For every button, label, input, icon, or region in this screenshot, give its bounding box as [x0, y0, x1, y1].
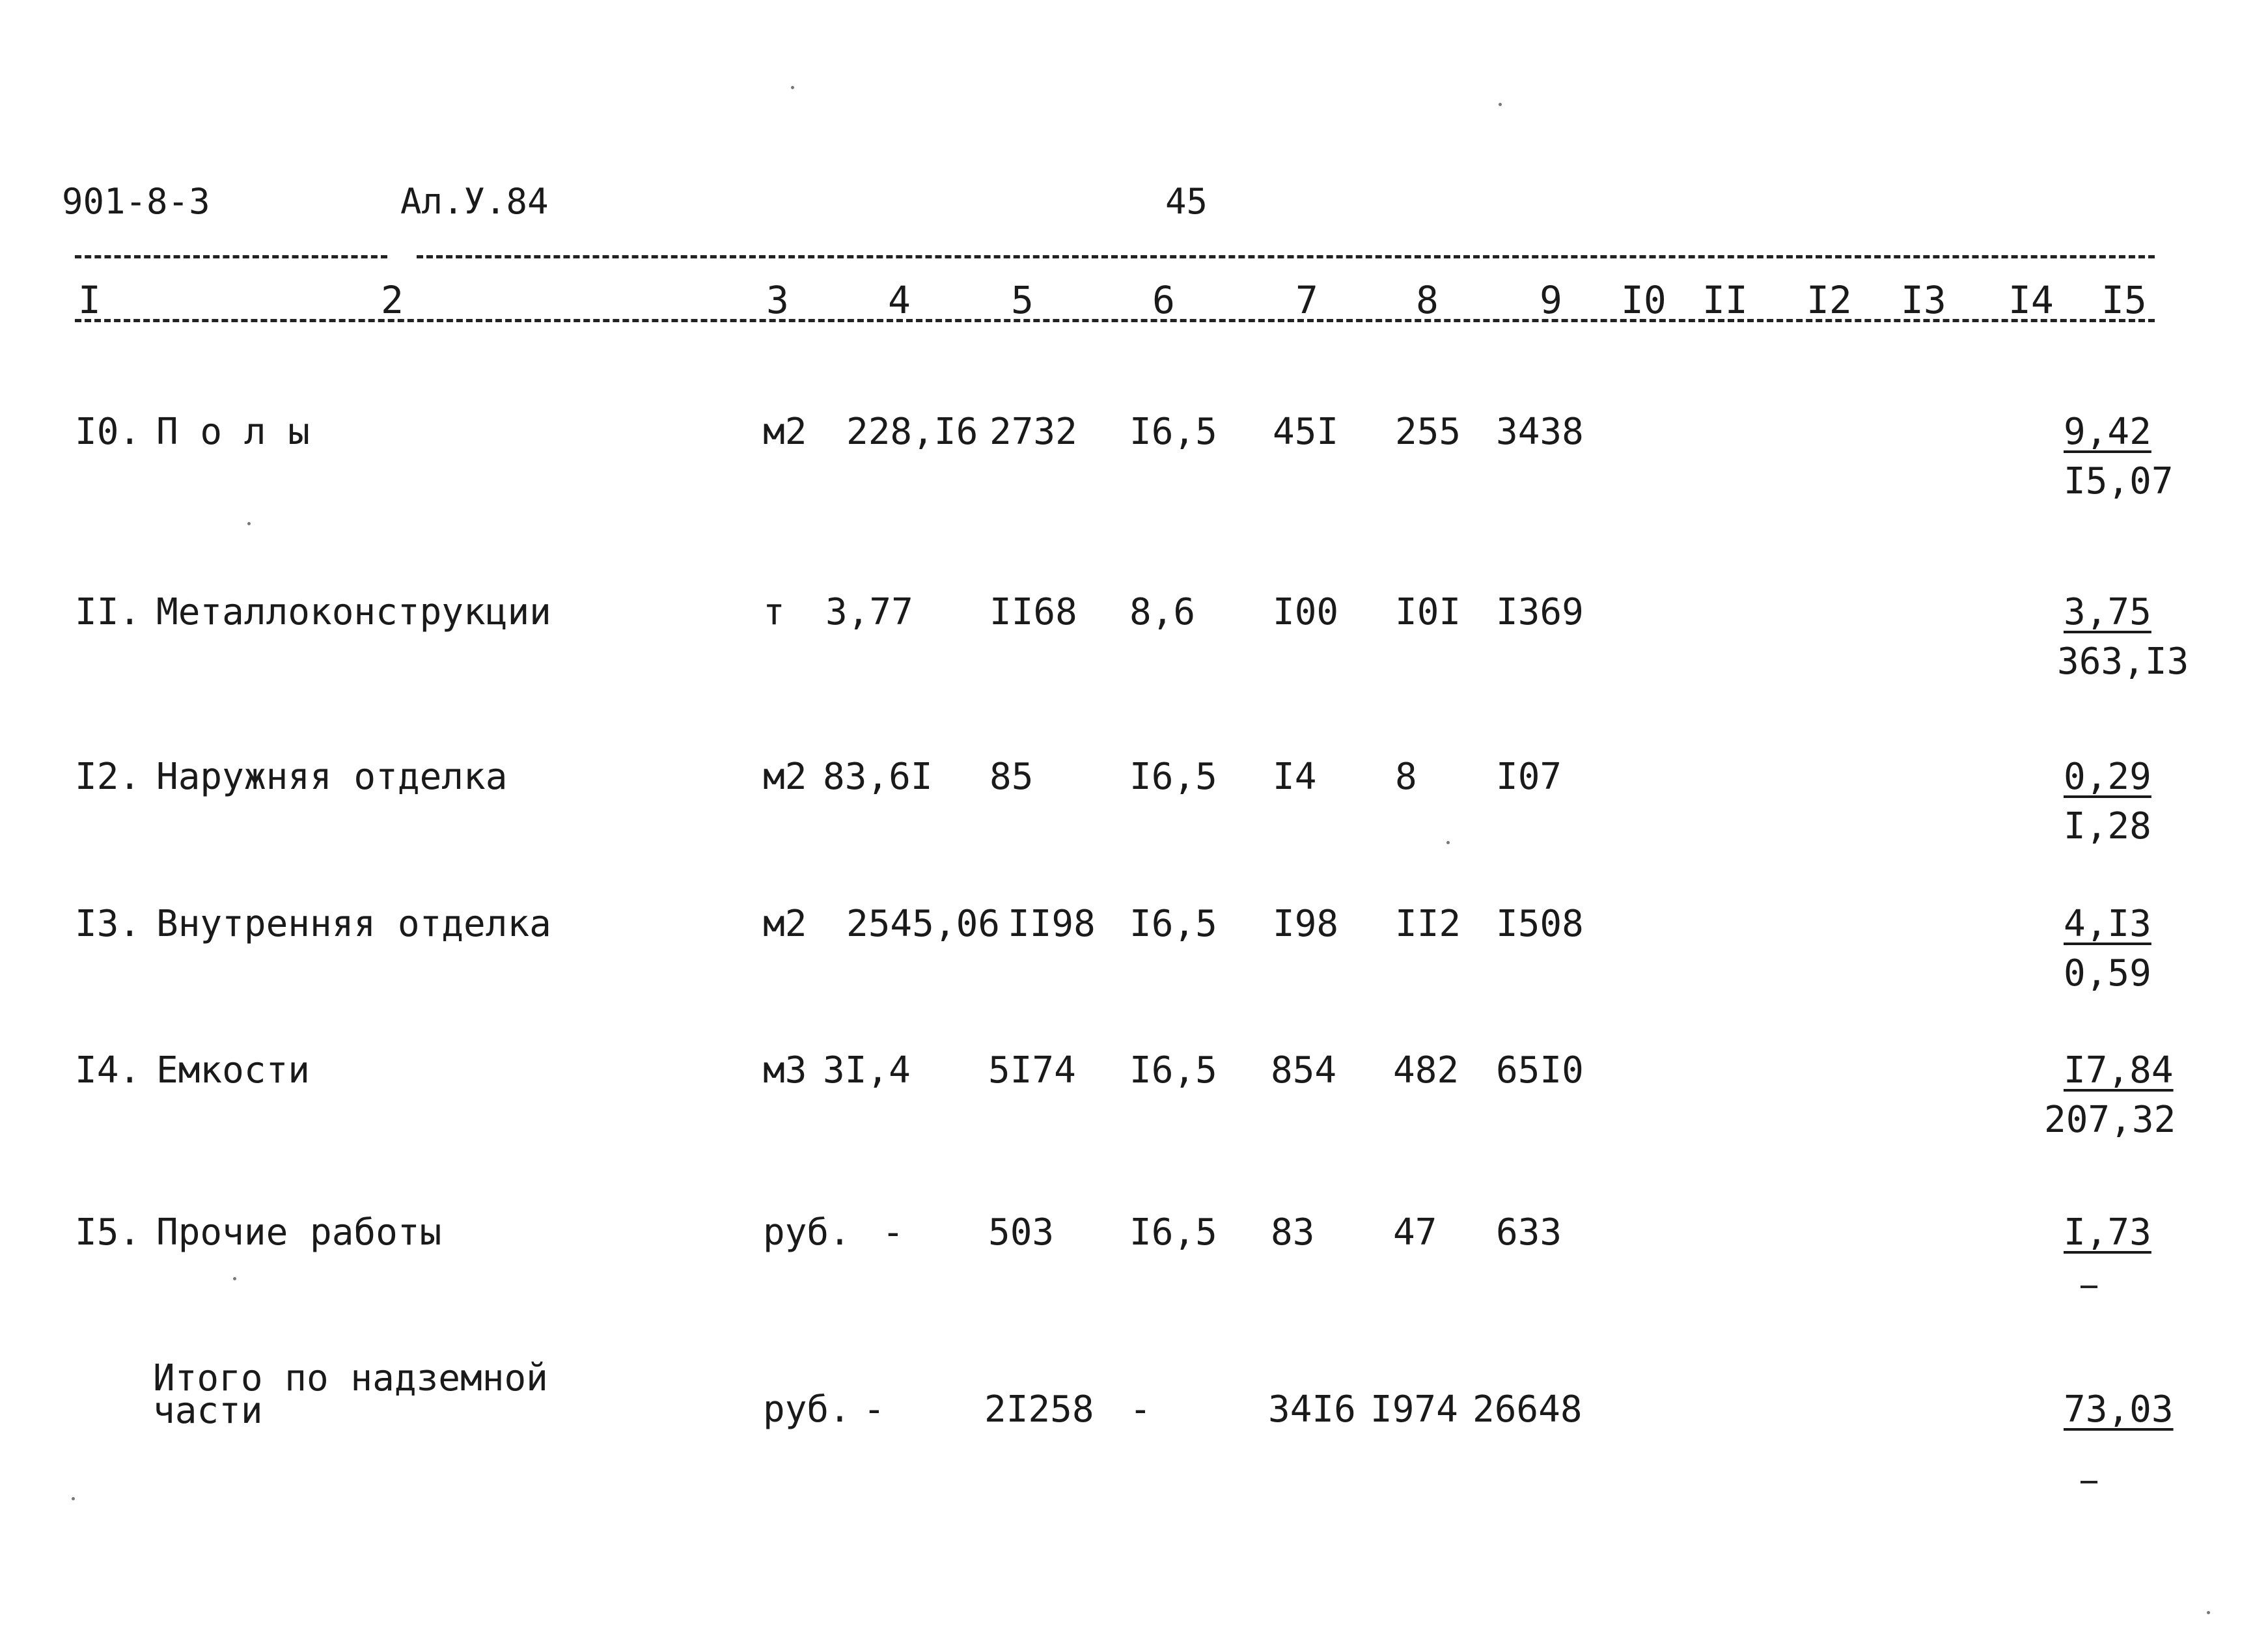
row-col15-bottom: I,28 — [2064, 805, 2151, 847]
row-number: I4. — [75, 1049, 141, 1092]
total-label-line1: Итого по надземной — [153, 1357, 548, 1399]
row-number: I0. — [75, 411, 141, 453]
row-col8: 482 — [1393, 1049, 1459, 1092]
row-name: Наружняя отделка — [156, 756, 508, 798]
row-col6: I6,5 — [1129, 411, 1217, 453]
row-col8: 8 — [1395, 756, 1417, 798]
row-col15-bottom: 0,59 — [2064, 952, 2151, 995]
row-col15-top: 4,I3 — [2064, 903, 2151, 945]
scan-speck — [791, 86, 794, 89]
row-col9: 3438 — [1496, 411, 1584, 453]
row-unit: м2 — [763, 411, 807, 453]
column-number: 2 — [381, 278, 404, 322]
row-col6: I6,5 — [1129, 1211, 1217, 1254]
row-unit: м2 — [763, 756, 807, 798]
scan-speck — [1446, 841, 1450, 844]
row-col6: I6,5 — [1129, 903, 1217, 945]
scan-speck — [72, 1497, 75, 1500]
row-number: I5. — [75, 1211, 141, 1254]
row-col15-top: 0,29 — [2064, 756, 2151, 798]
column-number: I2 — [1806, 278, 1852, 322]
row-col7: I00 — [1273, 591, 1339, 633]
row-name: Емкости — [156, 1049, 311, 1092]
column-number: I5 — [2101, 278, 2147, 322]
column-number: 3 — [766, 278, 789, 322]
row-col9: I369 — [1496, 591, 1584, 633]
row-col7: I98 — [1273, 903, 1339, 945]
row-unit: руб. — [763, 1211, 851, 1254]
column-number: 4 — [888, 278, 911, 322]
row-col15-bottom: 207,32 — [2044, 1099, 2176, 1141]
column-number: I — [78, 278, 101, 322]
scan-speck — [2207, 1611, 2210, 1614]
row-col5: 85 — [989, 756, 1034, 798]
row-col8: I0I — [1395, 591, 1461, 633]
column-number: 5 — [1011, 278, 1034, 322]
column-number: 7 — [1295, 278, 1318, 322]
row-quantity: 3,77 — [825, 591, 913, 633]
row-col5: 2732 — [989, 411, 1077, 453]
row-col6: I6,5 — [1129, 1049, 1217, 1092]
column-number: 9 — [1540, 278, 1562, 322]
row-col15-top: I,73 — [2064, 1211, 2151, 1254]
row-col15-top: 9,42 — [2064, 411, 2151, 453]
row-col15-bottom-dash — [2081, 1286, 2097, 1288]
row-col15-top: 3,75 — [2064, 591, 2151, 633]
row-col8: 47 — [1393, 1211, 1437, 1254]
column-number: 8 — [1416, 278, 1439, 322]
row-col6: I6,5 — [1129, 756, 1217, 798]
header-rule-top — [417, 255, 2155, 258]
row-col6: 8,6 — [1129, 591, 1196, 633]
row-col9: 65I0 — [1496, 1049, 1584, 1092]
row-name: П о л ы — [156, 411, 311, 453]
album-number: Ал.У.84 — [400, 181, 549, 222]
row-unit: м2 — [763, 903, 807, 945]
scan-speck — [247, 522, 251, 525]
row-col15-bottom: 363,I3 — [2057, 640, 2189, 683]
column-number: I3 — [1901, 278, 1946, 322]
row-col15-top: I7,84 — [2064, 1049, 2174, 1092]
row-name: Прочие работы — [156, 1211, 442, 1254]
row-col9: I508 — [1496, 903, 1584, 945]
total-col7: 34I6 — [1268, 1388, 1356, 1431]
row-col15-bottom: I5,07 — [2064, 460, 2174, 502]
scan-speck — [233, 1277, 236, 1280]
row-quantity: - — [882, 1211, 904, 1254]
total-quantity: - — [863, 1388, 885, 1431]
row-quantity: 83,6I — [823, 756, 933, 798]
row-col5: II98 — [1008, 903, 1096, 945]
scan-speck — [1499, 103, 1502, 106]
row-col7: I4 — [1273, 756, 1317, 798]
total-col5: 2I258 — [984, 1388, 1094, 1431]
row-unit: м3 — [763, 1049, 807, 1092]
column-number: I0 — [1621, 278, 1666, 322]
row-col5: 503 — [988, 1211, 1055, 1254]
total-label-line2: части — [153, 1390, 263, 1432]
page-number: 45 — [1165, 181, 1208, 222]
header-rule-top-left — [75, 255, 387, 258]
row-col9: 633 — [1496, 1211, 1562, 1254]
total-col8: I974 — [1370, 1388, 1458, 1431]
row-col9: I07 — [1496, 756, 1562, 798]
row-col7: 45I — [1273, 411, 1339, 453]
total-col15-top: 73,03 — [2064, 1388, 2174, 1431]
row-col8: 255 — [1395, 411, 1461, 453]
total-col9: 26648 — [1473, 1388, 1583, 1431]
column-number: II — [1702, 278, 1748, 322]
row-number: II. — [75, 591, 141, 633]
column-number: I4 — [2008, 278, 2054, 322]
total-col15-bottom-dash — [2081, 1481, 2097, 1483]
row-col5: II68 — [989, 591, 1077, 633]
row-quantity: 3I,4 — [823, 1049, 911, 1092]
row-number: I2. — [75, 756, 141, 798]
document-code: 901-8-3 — [62, 181, 210, 222]
row-number: I3. — [75, 903, 141, 945]
row-name: Металлоконструкции — [156, 591, 551, 633]
row-col5: 5I74 — [988, 1049, 1076, 1092]
total-col6: - — [1129, 1388, 1152, 1431]
row-quantity: 228,I6 — [846, 411, 978, 453]
row-quantity: 2545,06 — [846, 903, 1001, 945]
column-number: 6 — [1152, 278, 1175, 322]
row-unit: т — [763, 591, 785, 633]
row-col8: II2 — [1395, 903, 1461, 945]
row-col7: 83 — [1271, 1211, 1315, 1254]
total-unit: руб. — [763, 1388, 851, 1431]
row-col7: 854 — [1271, 1049, 1337, 1092]
row-name: Внутренняя отделка — [156, 903, 551, 945]
